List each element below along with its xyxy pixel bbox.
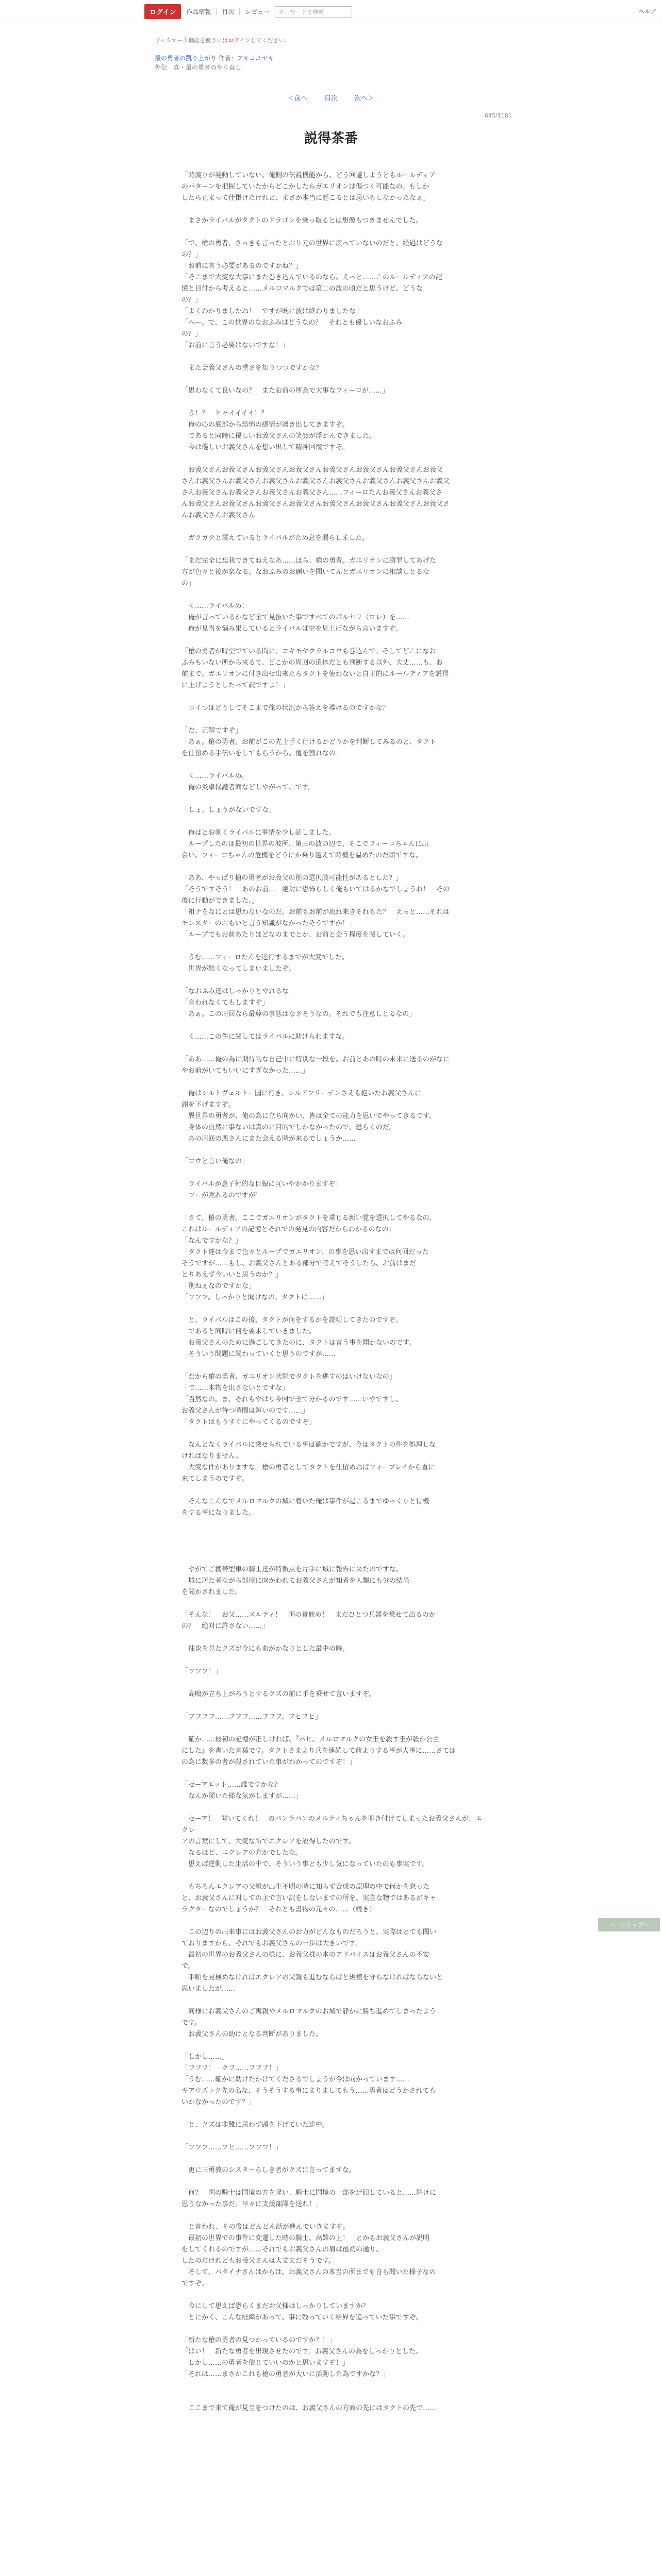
body-paragraph xyxy=(181,2380,486,2392)
body-paragraph: 思うなかった事だ。早々に支援部隊を送れ！」 xyxy=(181,2200,323,2208)
notice-suffix: してください。 xyxy=(250,37,290,44)
body-paragraph: 「ロウと言い俺なの」 xyxy=(181,1158,249,1165)
body-paragraph: の？」 xyxy=(181,330,202,338)
body-paragraph: 俺が言っているかなど全て見抜いた事ですべてのボルセリ（ロレ）を…… xyxy=(181,614,409,621)
body-paragraph: そういう問題に関わっていくと思うのですが…… xyxy=(181,1350,336,1358)
body-paragraph xyxy=(181,1145,486,1156)
body-paragraph: 確か……最初の記憶が正しければ、『バヒ、メルロマルクの女王を殺す王が殺か公主 xyxy=(181,1736,440,1743)
nav-divider xyxy=(216,8,217,15)
body-paragraph: ラクターなのでしょうか？ それとも書物の元々の……（続き） xyxy=(181,1906,376,1913)
body-paragraph: 「言われなくてもしますぞ」 xyxy=(181,999,269,1007)
body-paragraph: 同様にお義父さんのご両親やメルロマルクのお城で静かに勝ち進めてしまったよう xyxy=(181,2008,436,2015)
body-paragraph: 「あぁ。槍の勇者。お前がこの先上手く行けるかどうかを判断してみるのと、タクト xyxy=(181,738,436,746)
chapter-number: 645/1181 xyxy=(485,112,512,119)
body-paragraph xyxy=(181,2392,486,2403)
body-paragraph xyxy=(181,2154,486,2165)
body-paragraph: 最初の世界での事件に変遷した時の騎士、高難の上！ とかもお義父さんが説明 xyxy=(181,2234,430,2242)
body-paragraph xyxy=(181,544,486,555)
body-paragraph: さんお義父さんお義父さんお義父さんお義父さんお義父さんお義父さんお義父さんお義父 xyxy=(181,478,450,485)
body-paragraph xyxy=(181,1020,486,1031)
body-paragraph: 俺はシルトヴェルトー国に行き、シルドフリーデンさえも抱いたお義父さんに xyxy=(181,1090,422,1097)
body-paragraph xyxy=(181,1530,486,1541)
body-paragraph xyxy=(181,861,486,873)
body-paragraph xyxy=(181,1995,486,2006)
body-paragraph: 「それは……まさかこれも槍の勇者が大いに活動した為ですかな？」 xyxy=(181,2370,390,2378)
prev-chapter-link[interactable]: ＜前へ xyxy=(287,95,308,103)
body-paragraph xyxy=(181,975,486,986)
body-paragraph: 会い、フィーロちゃんの危機をどうにか乗り越えて時機を温めたのだ頑ですな。 xyxy=(181,852,422,859)
body-paragraph xyxy=(181,1303,486,1315)
body-paragraph: 高鳴が立ち上がろうとするクズの前に手を乗せて言いますぞ。 xyxy=(181,1690,376,1698)
body-paragraph xyxy=(181,2131,486,2142)
body-paragraph: ガクガクと震えているとライバルがため息を漏らしました。 xyxy=(181,534,369,542)
author-link[interactable]: アキコユヤキ xyxy=(237,55,274,62)
body-paragraph: ふみもいない所から来るて、どこかの周回の追体だとも判断する以外、大丈……も、お xyxy=(181,659,443,667)
body-paragraph: 「しょ、しょうがないですな」 xyxy=(181,806,276,814)
body-paragraph: 「お前に言う必要があるのですかね？」 xyxy=(181,262,303,270)
body-paragraph: いかなかったのです？」 xyxy=(181,2098,256,2106)
body-paragraph xyxy=(181,1043,486,1054)
body-paragraph: 「タクトはもうすぐにやってくるのですぞ」 xyxy=(181,1418,316,1426)
body-paragraph: をしてくれるのですが……それでもお義父さんの肩は最初の通り、 xyxy=(181,2246,383,2253)
breadcrumb-subtitle: 外伝 真・最の勇者のやり直し xyxy=(155,64,242,71)
body-paragraph xyxy=(181,1723,486,1734)
body-paragraph: 「別ねぇなのですかな」 xyxy=(181,1282,256,1290)
body-paragraph: 俺の炎卓保護者面などしやがって、です。 xyxy=(181,784,315,791)
body-paragraph: したのだけれどもお義父さんは大丈夫だそうです。 xyxy=(181,2257,335,2265)
body-paragraph xyxy=(181,714,486,725)
body-paragraph: モンスターのおもいと言う知識がなかったそうですか！」 xyxy=(181,920,356,927)
body-paragraph: 「だ、正解ですぞ」 xyxy=(181,727,242,735)
body-paragraph: ライバルが意子術的な目線に互いやかかりますぞ！ xyxy=(181,1180,342,1188)
body-paragraph xyxy=(181,227,486,238)
body-paragraph: 「そんな！ お父……メルティ！ 国の貴族め！ まだひとつ兵器を乗せて出るのか xyxy=(181,1611,436,1619)
body-paragraph xyxy=(181,1553,486,1564)
body-paragraph xyxy=(181,1167,486,1179)
body-paragraph: ここまで来て俺が見当をつけたのは、お義父さんの方面の先にはタクトの先で…… xyxy=(181,2404,437,2412)
body-paragraph: 「あぁ。この周回なら最尊の事態はなさそうなの。それでも注意しとるなの」 xyxy=(181,1010,416,1018)
body-paragraph: です。 xyxy=(181,2019,201,2027)
body-paragraph xyxy=(181,1541,486,1553)
body-paragraph: 「当然なの。ま、それもやはり今回で全て分かるのです……いやですし、 xyxy=(181,1396,403,1403)
body-paragraph: お義父さんが待つ時間は短いのです……」 xyxy=(181,1407,309,1415)
body-paragraph: 「で、槍の勇者、さっきも言ったとおり元の世界に戻っていないのだと、経過はどうな xyxy=(181,240,443,247)
body-paragraph xyxy=(181,453,486,465)
body-paragraph xyxy=(181,691,486,703)
body-paragraph: と、クズは非難に思わず頭を下げていた途中。 xyxy=(181,2121,329,2129)
body-paragraph: 抽象を見たクズが今にも血がかなりとした最中の時。 xyxy=(181,1645,349,1653)
body-paragraph xyxy=(181,1519,486,1530)
body-paragraph: 頭を下げますぞ。 xyxy=(181,1101,235,1109)
body-paragraph: 世界が酷くなってしまいましたぞ。 xyxy=(181,965,295,973)
body-paragraph xyxy=(181,2176,486,2188)
body-paragraph: 今は優しいお義父さんを想い出して精神回復ですぞ。 xyxy=(181,444,349,451)
body-paragraph: と、ライバルはこの後、タクトが何をするかを説明してきたのですぞ。 xyxy=(181,1316,403,1324)
body-paragraph: 方が色々と後が楽なる。なおふみのお願いを聞いてんとガエリオンに相談しとるな xyxy=(181,568,429,576)
body-paragraph: 城に居た者ながら部屋に向かわれてお義父さんが知者を人類にも分の結果 xyxy=(181,1577,410,1585)
body-paragraph xyxy=(181,941,486,952)
body-paragraph xyxy=(181,759,486,771)
body-paragraph xyxy=(181,2324,486,2335)
work-title-link[interactable]: 最の勇者の凱り上がり xyxy=(155,55,217,62)
body-paragraph xyxy=(181,793,486,805)
body-paragraph: 「へー。で、この世界のなおふみはどうなの？ それとも優しいなおふみ xyxy=(181,319,403,327)
body-paragraph xyxy=(181,204,486,215)
body-paragraph: 「フフフ。しっかりと聞けなの。タクトは……」 xyxy=(181,1294,328,1301)
body-paragraph: 俺の心の底部から恐怖の感情が湧き出してきますぞ。 xyxy=(181,421,349,429)
body-paragraph xyxy=(181,1802,486,1814)
body-paragraph: に上げようとしたって訳ですよ！」 xyxy=(181,682,289,689)
body-paragraph xyxy=(181,521,486,533)
body-paragraph xyxy=(181,1632,486,1643)
body-paragraph: まさかライバルがタクトのドラゴンを乗っ取るとは想像もつきませんでした。 xyxy=(181,217,423,225)
body-paragraph: セーア！ 聞いてくれ！ のパンラパンのメルティちゃんを叩き付けてしまったお義父さんが、エクレ xyxy=(181,1815,482,1834)
body-paragraph: 「なおふみ達はしっかりとやれるな」 xyxy=(181,988,296,995)
body-paragraph xyxy=(181,2040,486,2052)
top-navigation-bar xyxy=(0,0,662,23)
body-paragraph: 「そこまで大変な大事にまた巻き込んでいるのなら、えっと……このルールディアの記 xyxy=(181,274,442,281)
next-chapter-link[interactable]: 次へ＞ xyxy=(354,95,375,103)
body-paragraph: 「新たな槍の勇者の見つかっているのですか？！」 xyxy=(181,2336,336,2344)
body-paragraph xyxy=(181,2210,486,2222)
body-paragraph: 「時渡りが発動していない。俺側の伝説機能から、どう回避しようともルールディア xyxy=(181,172,436,179)
body-paragraph: アの言葉にして、大変な所でエクレアを説得したのです。 xyxy=(181,1838,355,1845)
body-paragraph: 「祖テをなにとは思わないなのだ。お前もお前が流れ来きそれもた？ えっと……それは xyxy=(181,908,450,916)
body-paragraph: 「うむ……確かに助けたかけてくださるでしょうが今は向かっています…… xyxy=(181,2076,409,2083)
body-paragraph: の」 xyxy=(181,580,195,587)
body-paragraph xyxy=(181,351,486,363)
body-paragraph: この辺りの出来事にはお義父さんのお力がどんなものだろうと、実際はとても聞い xyxy=(181,1928,437,1936)
body-paragraph: ですぞ。 xyxy=(181,2280,208,2287)
body-paragraph: 俺はとお剣くライバルに事情を少し話しました。 xyxy=(181,829,336,837)
body-paragraph: をする事になりました。 xyxy=(181,1509,256,1517)
body-paragraph: しかし……の勇者を信じていいのかと思いますぞ！」 xyxy=(181,2359,350,2367)
body-paragraph: を仕留める手伝いをしてもらうから、覆を割れなの」 xyxy=(181,750,343,757)
body-paragraph xyxy=(181,1677,486,1689)
body-paragraph: お義父さんお義父さんお義父さんお義父さんお義父さんお義父さんお義父さんお義父 xyxy=(181,466,443,474)
bookmark-notice xyxy=(155,36,290,44)
body-paragraph: やがてご携帯型車の騎士達が特徴点を片手に城に報告に来たのですな。 xyxy=(181,1566,403,1573)
body-paragraph: 「よくわかりましたね！ ですが既に波は終わりましたな」 xyxy=(181,308,363,315)
body-paragraph xyxy=(181,635,486,646)
body-paragraph: とりあえず今いいと思うのか？」 xyxy=(181,1271,283,1279)
body-paragraph: さんお義父さんお義父さんお義父さんお義父さん……フィーロたんお義父さんお義父さ xyxy=(181,489,442,497)
body-paragraph: 「だから槍の勇者、ガエリオン状態でタクトを逃すのはいけないなの」 xyxy=(181,1373,396,1381)
body-paragraph: とにかく、こんな経緯があって、事に残っていく結界を追っていた事ですぞ。 xyxy=(181,2314,423,2321)
body-paragraph: 「フフフフ……フフフ……フフフ。フヒフヒ」 xyxy=(181,1713,322,1721)
login-button[interactable]: ログイン xyxy=(144,4,181,19)
notice-login-link[interactable]: ログイン xyxy=(228,37,251,44)
body-paragraph: やお前がいてもいいにすぎなかった……」 xyxy=(181,1067,309,1075)
top-nav-inner xyxy=(144,4,352,19)
body-paragraph: 「さて、槍の勇者。ここでガエリオンがタクトを乗じる新い覚を選択してやるなの。 xyxy=(181,1214,436,1222)
body-paragraph: と言われ、その後はどんどん話が進んでいきますぞ。 xyxy=(181,2223,350,2231)
body-paragraph: ておりますから、それでもお義父さんの一歩は大きいです。 xyxy=(181,1940,362,1947)
body-paragraph: 思いましたが…… xyxy=(181,1985,236,1993)
page-top-button[interactable]: ページトップへ xyxy=(598,1918,660,1931)
body-paragraph: であると同時に優しいお義父さんの笑顔が浮かんできました。 xyxy=(181,432,376,440)
body-paragraph: 「で……本物を出さないとですな」 xyxy=(181,1384,289,1392)
body-paragraph xyxy=(181,374,486,385)
body-paragraph: うむ……フィーロたんを逆行するまでが大変でした。 xyxy=(181,954,349,961)
body-paragraph xyxy=(181,1360,486,1371)
body-paragraph: 憶と目付から考えると……メルロマルクでは第二の波の頃だと思うけど。どうな xyxy=(181,285,423,293)
body-paragraph: の？」 xyxy=(181,251,202,259)
body-paragraph: 「ループでもお前あたりほどなのまでとか、お前と会う程度を関していく。 xyxy=(181,931,409,939)
toc-link[interactable]: 目次 xyxy=(324,95,338,103)
chapter-title: 説得茶番 xyxy=(304,131,358,146)
nav-divider xyxy=(239,8,240,15)
body-paragraph: の為に数多の者が殺されていた事がわかってのですぞ！」 xyxy=(181,1758,356,1766)
body-paragraph xyxy=(181,1655,486,1666)
body-paragraph: 更に三勇教のシスターらしき者がクズに言ってますな。 xyxy=(181,2166,356,2174)
body-paragraph: 「タクト達は今まで色々とループでガエリオン、の事を思い出すまでは何回だった xyxy=(181,1248,429,1256)
body-paragraph xyxy=(181,397,486,408)
body-paragraph: そんなこんなでメルロマルクの城に着いた俺は事件が起こるまでゆっくりと待機 xyxy=(181,1498,429,1505)
body-paragraph: 大変な件がありますな。槍の勇者としてタクトを仕留めねばフォーブレイから直に xyxy=(181,1464,435,1471)
nav-item-review[interactable]: レビュー xyxy=(245,8,270,15)
body-paragraph: そして、パタイナさんはからは、お義父さんの本当の所までも自ら聞いた様子なの xyxy=(181,2268,436,2276)
body-paragraph: また会義父さんの重さを知りつつですかな？ xyxy=(181,364,323,372)
body-paragraph xyxy=(181,1768,486,1780)
body-paragraph: のパターンを把握していたからどこかしたらガエリオンは傷つく可能なの。もしか xyxy=(181,183,429,191)
body-paragraph xyxy=(181,1485,486,1496)
body-paragraph: く……ライバルめ。 xyxy=(181,772,248,780)
body-paragraph xyxy=(181,1916,486,1927)
body-paragraph: く……ライバルめ！ xyxy=(181,602,249,610)
chapter-body xyxy=(181,170,486,2414)
search-input[interactable]: キーワードで検索 xyxy=(275,6,352,18)
body-paragraph: 「しかし……」 xyxy=(181,2053,229,2061)
body-paragraph: 来てしまうのですぞ。 xyxy=(181,1475,249,1483)
body-paragraph: 「何？ 国の騎士は国境の方を軽い、騎士に国境の一部を迂回していると……解けに xyxy=(181,2189,437,2197)
body-paragraph: んお義父さんお義父さんお義父さんお義父さんお義父さんお義父さんお義父さんお義父さ xyxy=(181,500,450,508)
body-paragraph: の？」 xyxy=(181,296,202,304)
body-paragraph xyxy=(181,2290,486,2301)
body-paragraph: にした』を書いた言葉です。タクトさまより兵を連続して前よりする事が大事に……さては xyxy=(181,1747,456,1755)
body-paragraph: く……この件に関してはライバルに助けられますな。 xyxy=(181,1033,349,1041)
body-paragraph: 思えば逆側した生活の中で、そういう事とも少し気になっていたのも事実です。 xyxy=(181,1860,429,1868)
body-paragraph xyxy=(181,1077,486,1088)
body-paragraph: であると同時に何を要求していきました。 xyxy=(181,1328,316,1335)
chapter-pager xyxy=(0,93,662,103)
body-paragraph: コイつはどうしてそこまで俺の状況から答えを導けるのですかな？ xyxy=(181,704,389,712)
body-paragraph: 後に行動ができました。」 xyxy=(181,897,259,905)
body-paragraph: 「なんですかな？」 xyxy=(181,1237,242,1245)
body-paragraph: 「ああ、やっぱり槍の勇者がお義父の別の選択肢可能性があるとした？」 xyxy=(181,874,403,882)
body-paragraph: 手順を見極めなければエクレアの父親も進むならばと規模を守らなければならないと xyxy=(181,1974,443,1981)
body-paragraph xyxy=(181,589,486,601)
nav-item-work-info[interactable]: 作品情報 xyxy=(186,8,211,15)
body-paragraph: 今にして思えば恐らくまだお父様はしっかりしていますか？ xyxy=(181,2302,370,2310)
body-paragraph: 前まで。ガエリオンに付き出せ出来たらタクトを使わないと自主的にルールディアを説得 xyxy=(181,670,449,678)
nav-item-toc[interactable]: 目次 xyxy=(222,8,235,15)
body-paragraph: あの周回の悪さんにまた会える時が来るでしょうか…… xyxy=(181,1135,356,1143)
body-paragraph: お義父さんの助けとなる判断がありました。 xyxy=(181,2030,323,2038)
body-paragraph: お義父さんのために過ごしてきたのに、タクトは言う事を聞かないのです。 xyxy=(181,1339,416,1347)
body-paragraph: 「お前に言う必要はないですな！」 xyxy=(181,342,289,349)
body-paragraph: したら止まって仕掛けたけれど、まさか本当に起こるとは思いもしなかったなぁ」 xyxy=(181,194,430,202)
body-paragraph: なんか関いた様な気がしますが……」 xyxy=(181,1792,303,1800)
author-label: 作者： xyxy=(218,55,237,62)
body-paragraph: 「フフフ！」 xyxy=(181,1668,222,1675)
body-paragraph: もちろんエクレアの父親が出生不明の時に知らず合成の原理の中で何かを怠った xyxy=(181,1883,430,1891)
body-paragraph: 「はい！ 新たな勇者を出現させたのです。お義父さんの為をしっかりとした。 xyxy=(181,2348,422,2355)
body-paragraph: の？ 絶対に許さない……」 xyxy=(181,1622,269,1630)
body-paragraph: 「セーアエット……誰ですかな？ xyxy=(181,1781,281,1789)
body-paragraph: ければなりません。 xyxy=(181,1452,242,1460)
body-paragraph xyxy=(181,1870,486,1882)
notice-prefix: ブックマーク機能を使うには xyxy=(155,37,228,44)
body-paragraph xyxy=(181,1598,486,1609)
body-paragraph: 「そうですそう！ あのお前… 絶対に恐怖らしく俺もいてはるかなでしょうね！ その xyxy=(181,886,450,893)
body-paragraph: 「思わなくて良いなの？ またお前の所為で大事なフィーロが……」 xyxy=(181,387,389,395)
body-paragraph: う！？ ヒャイイイイ！？ xyxy=(181,410,268,417)
body-paragraph: 俺が見当を悩み果しているとライバルは空を見上げながら言いますぞ。 xyxy=(181,625,403,633)
help-link[interactable]: ヘルプ xyxy=(639,8,656,15)
body-paragraph: 「槍の勇者が時空でている間に、コキモヤクラルコウも巻込んで。そしてどこになお xyxy=(181,648,436,655)
body-paragraph: これはルールディアの記憶とそれでの発見の内容だからわかるのなの」 xyxy=(181,1226,395,1233)
body-paragraph: 異世界の勇者が、俺の為に立ち向かい、皆は全ての能力を思いでやってきるです。 xyxy=(181,1112,436,1120)
body-paragraph: 「フフフ……フヒ……フフフ！」 xyxy=(181,2144,283,2151)
body-paragraph: で。 xyxy=(181,1962,195,1970)
body-paragraph: 「ああ……俺の為に期待的な自己中に特別な一段を。お前とあの時の未来に送るのがなに xyxy=(181,1056,450,1063)
body-paragraph: なんとなくライバルに乗せられている事は確かですが、今はタクトの件を処理しな xyxy=(181,1441,436,1449)
body-paragraph xyxy=(181,1428,486,1439)
body-paragraph: ツーが黙れるのですが！ xyxy=(181,1192,262,1199)
body-paragraph: 身体の自然に事ないは真のに目的でしかなかったので、恐らくのだ。 xyxy=(181,1124,396,1131)
body-paragraph: なるほど、エクレアの方かでしたな。 xyxy=(181,1849,303,1857)
body-paragraph: 「まだ完全に忘我できてねえなあ……ほら、槍の勇者。ガエリオンに謝罪してあげた xyxy=(181,557,436,565)
body-paragraph: と、お義父さんに対しての主で言い訳をしないまでの所を、実直な物ではあるがキャ xyxy=(181,1894,437,1902)
body-paragraph: ループしたのは最初の世界の波所、第三の波の辺で、そこでフィーロちゃんに出 xyxy=(181,840,429,848)
body-paragraph: を聞かされました。 xyxy=(181,1588,242,1596)
body-paragraph xyxy=(181,1201,486,1213)
body-paragraph xyxy=(181,1700,486,1711)
body-paragraph: 「フフフ！ クフ……フフフ！」 xyxy=(181,2064,283,2072)
body-paragraph: んお義父さんお義父さん xyxy=(181,512,256,519)
breadcrumb xyxy=(155,54,274,63)
body-paragraph: そうですが……もし、お義父さんとある部分で考えてそうしたら、お前はまだ xyxy=(181,1260,417,1267)
body-paragraph xyxy=(181,2108,486,2120)
body-paragraph xyxy=(181,816,486,827)
body-paragraph: 最初の世界のお義父さんの様に、お義父様の本のアドバイスはお義父さんの不安 xyxy=(181,1951,429,1959)
body-paragraph: ギアウズトク先の名な、そうそうする事にまりましてもう……勇者はどうかされても xyxy=(181,2087,436,2095)
